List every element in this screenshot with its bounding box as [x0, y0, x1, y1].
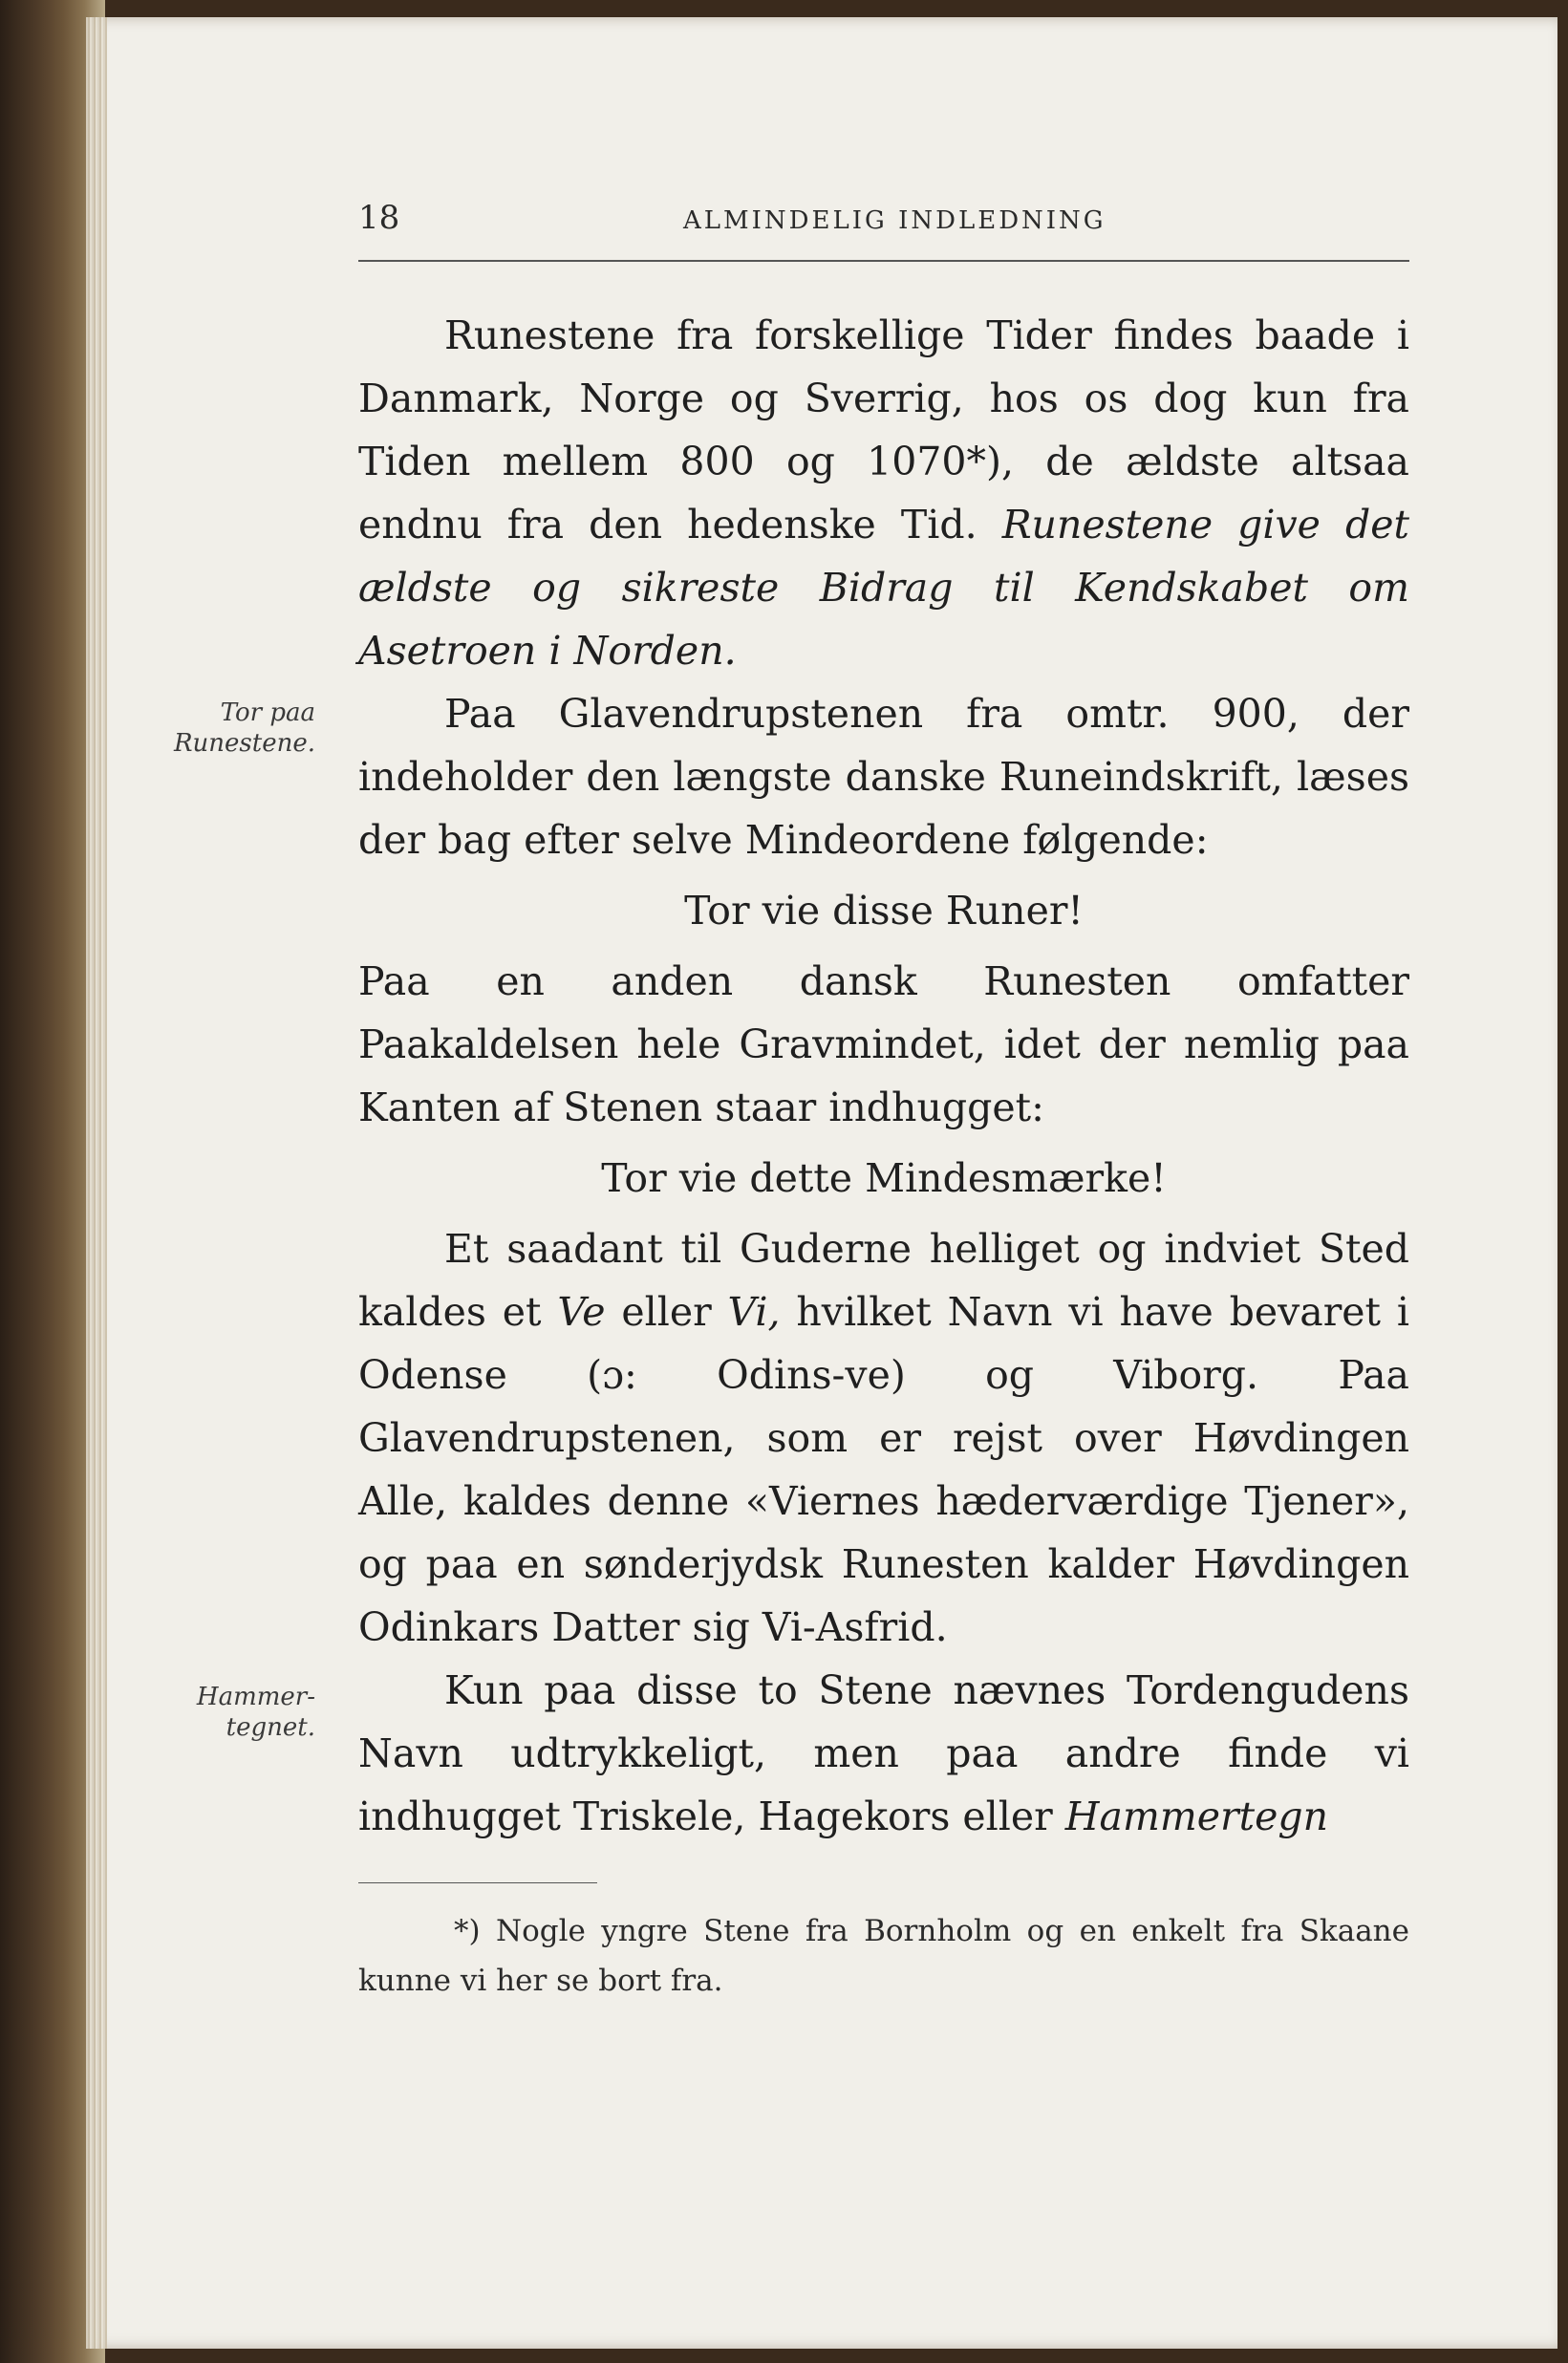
paragraph-5: Kun paa disse to Stene nævnes Tordengudens Navn udtrykkeligt, men paa andre finde vi indhugget Triskele, Hagekors eller Hammertegn — [358, 1667, 1409, 1839]
footnote — [358, 1906, 1409, 2006]
footnote-rule — [358, 1882, 597, 1883]
quote-1: Tor vie disse Runer! — [684, 888, 1084, 934]
page-number: 18 — [358, 199, 400, 237]
paragraph-1: Runestene fra forskellige Tider findes baade i Danmark, Norge og Sverrig, hos os dog kun fra Tiden mellem 800 og 1070*), de ældste altsaa endnu fra den hedenske Tid. Runestene give det ældste og sikreste Bidrag til Kendskabet om Asetroen i Norden. — [358, 312, 1409, 674]
margin-note-tor-paa-runestene: Tor paa Runestene. — [173, 698, 315, 758]
footnote-text: *) Nogle yngre Stene fra Bornholm og en enkelt fra Skaane kunne vi her se bort fra. — [358, 1914, 1409, 1998]
page-edges — [86, 17, 107, 2349]
header-rule — [358, 260, 1409, 262]
paragraph-3: Paa en anden dansk Runesten omfatter Paakaldelsen hele Gravmindet, idet der nemlig paa Kanten af Stenen staar indhugget: — [358, 958, 1409, 1130]
margin-note-hammertegnet: Hammer-tegnet. — [196, 1683, 315, 1742]
quote-2: Tor vie dette Mindesmærke! — [601, 1155, 1167, 1201]
body-text — [358, 304, 1409, 1848]
paragraph-1-italic: Runestene give det ældste og sikreste Bidrag til Kendskabet om Asetroen i Norden. — [358, 502, 1409, 674]
running-head: ALMINDELIG INDLEDNING — [683, 206, 1106, 235]
paragraph-2: Paa Glavendrupstenen fra omtr. 900, der indeholder den længste danske Runeindskrift, læses der bag efter selve Mindeordene følgende: — [358, 691, 1409, 863]
page-header — [358, 199, 1409, 252]
paragraph-4: Et saadant til Guderne helliget og indviet Sted kaldes et Ve eller Vi, hvilket Navn vi have bevaret i Odense (ɔ: Odins-ve) og Viborg. Paa Glavendrupstenen, som er rejst over Høvdingen Alle, kaldes denne «Viernes hæderværdige Tjener», og paa en sønderjydsk Runesten kalder Høvdingen Odinkars Datter sig Vi-Asfrid. — [358, 1226, 1409, 1650]
